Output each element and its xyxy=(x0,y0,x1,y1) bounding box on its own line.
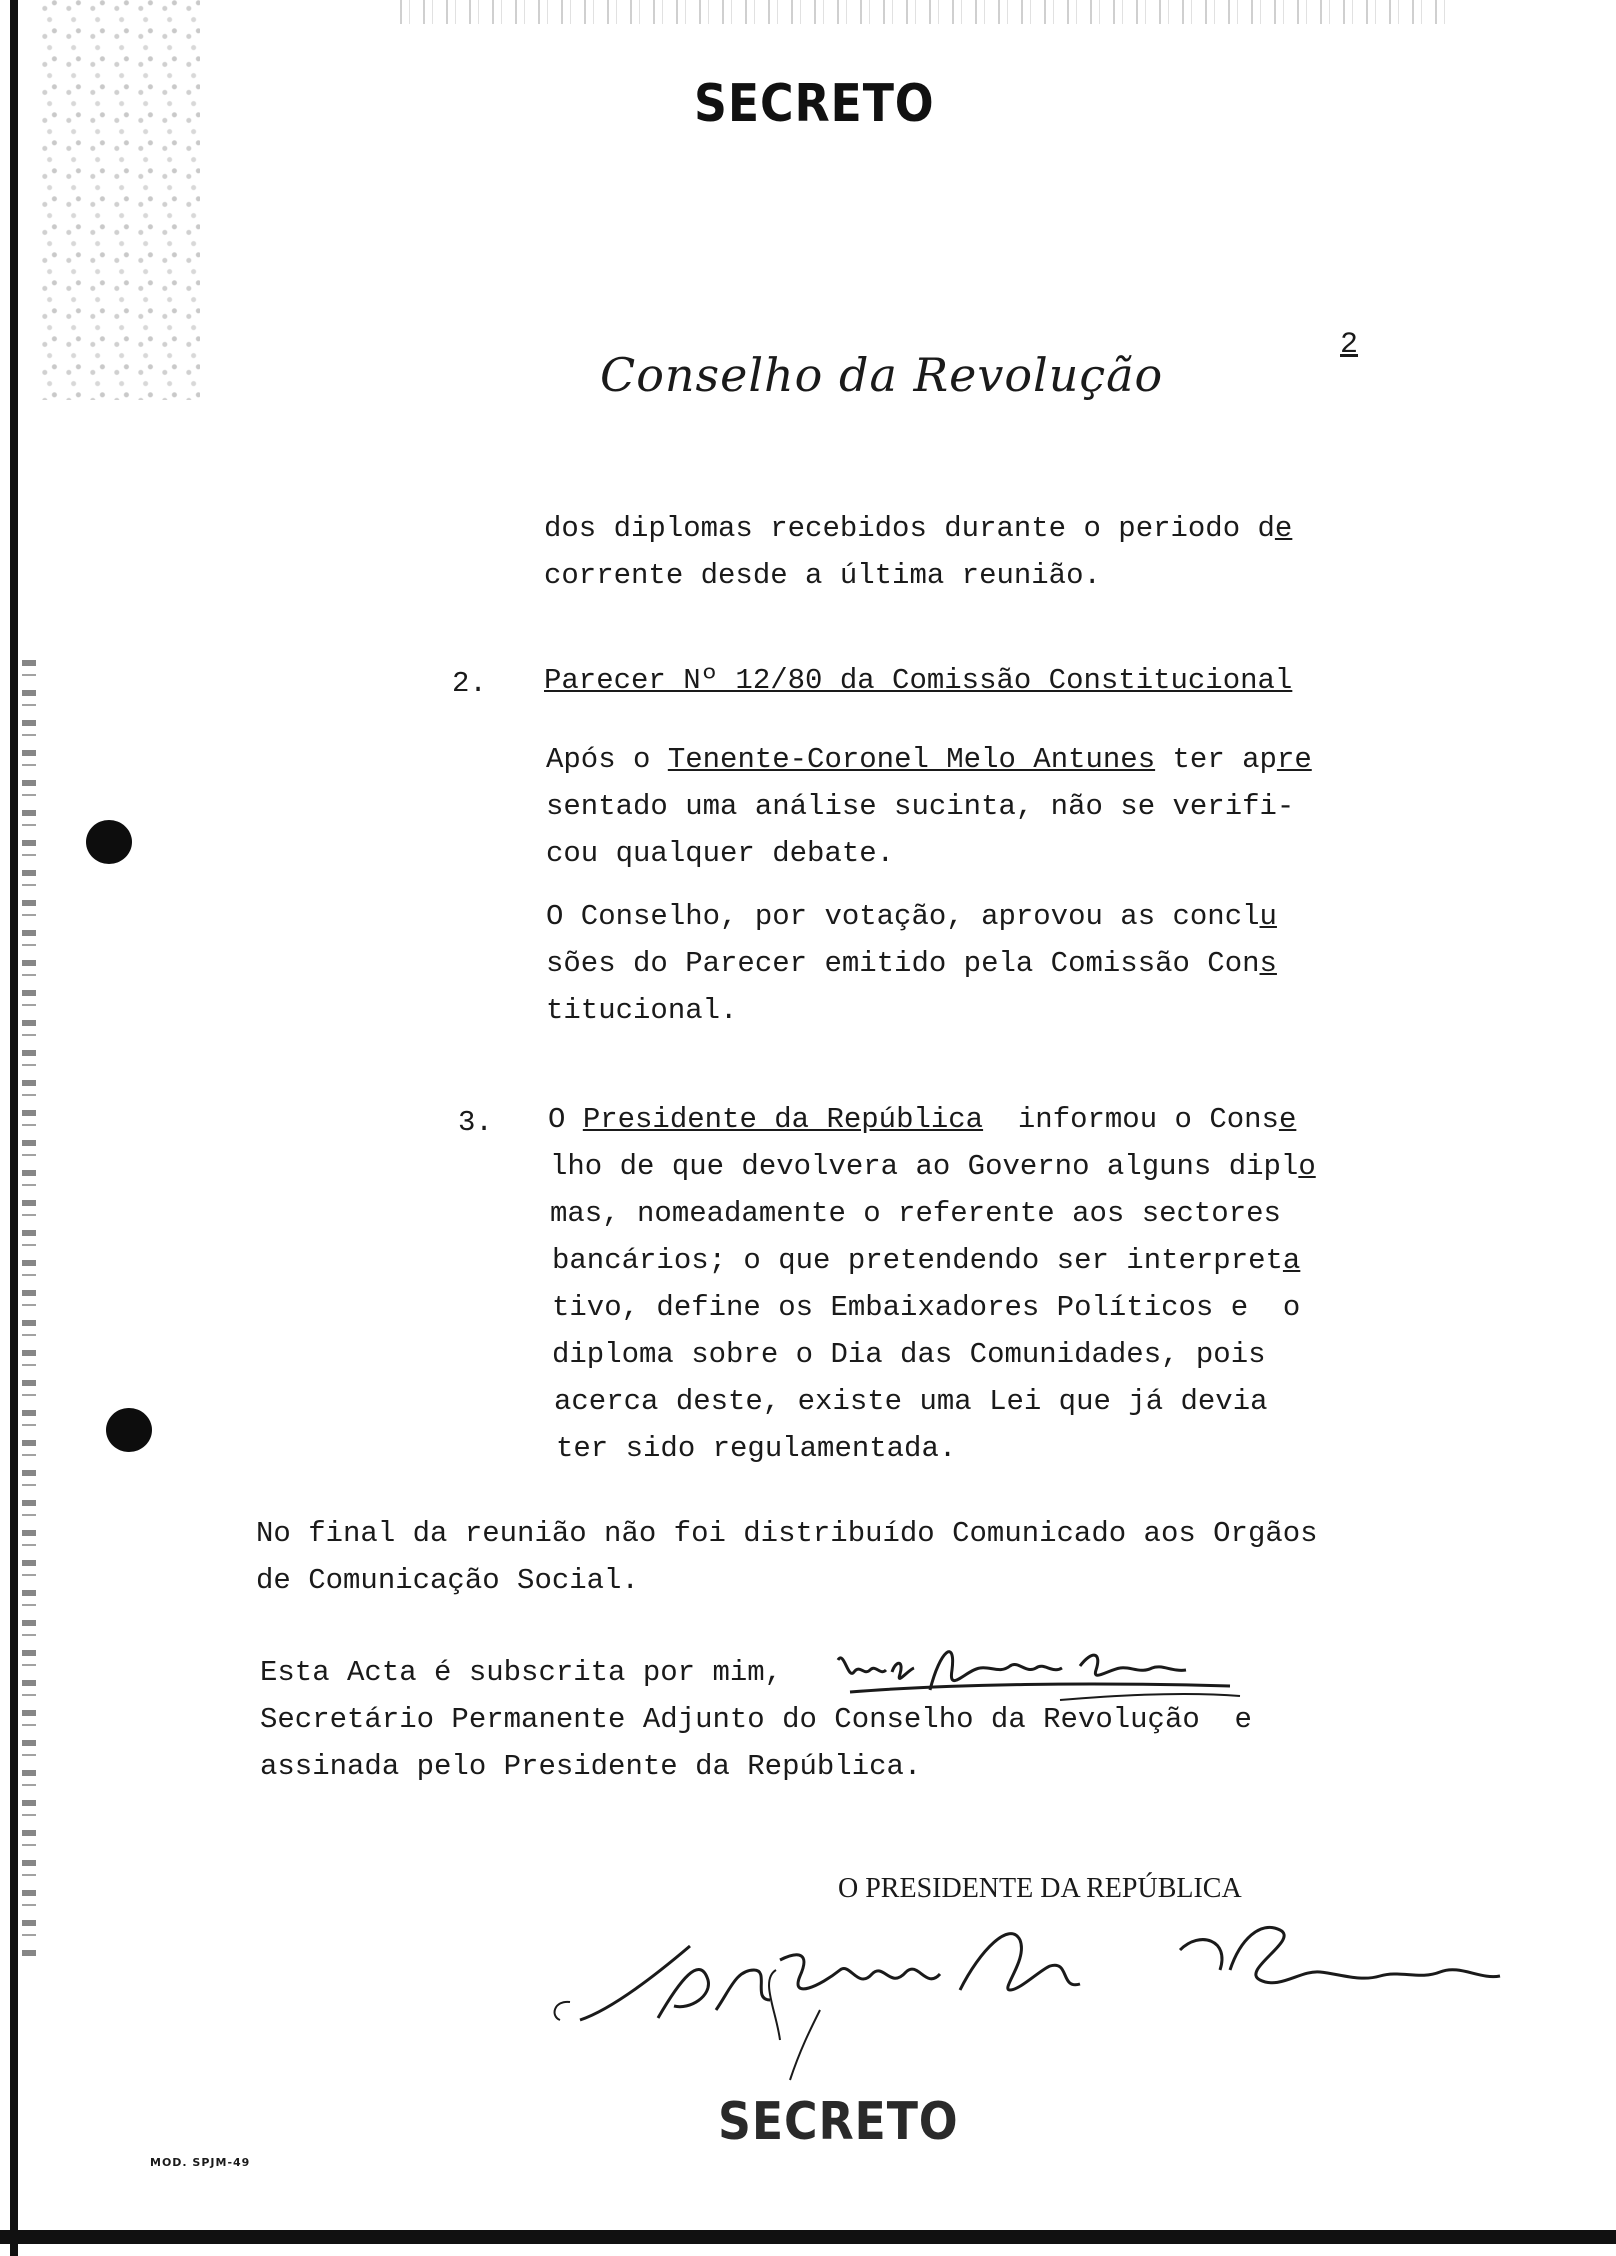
president-label: O PRESIDENTE DA REPÚBLICA xyxy=(838,1873,1242,1904)
scan-noise-left xyxy=(40,0,200,400)
scan-edge-bottom xyxy=(0,2230,1616,2244)
item-2-para-1-line-3: cou qualquer debate. xyxy=(546,837,895,870)
item-2-heading: Parecer Nº 12/80 da Comissão Constitucional xyxy=(544,664,1293,697)
item-3-line-6: diploma sobre o Dia das Comunidades, pois xyxy=(552,1338,1266,1371)
item-2-para-1-line-1: Após o Tenente-Coronel Melo Antunes ter apre xyxy=(546,743,1312,776)
signoff-line-2: Secretário Permanente Adjunto do Conselho da Revolução e xyxy=(260,1703,1252,1736)
signoff-line-3: assinada pelo Presidente da República. xyxy=(260,1750,922,1783)
closing-line-2: de Comunicação Social. xyxy=(256,1564,639,1597)
classification-stamp-top: SECRETO xyxy=(694,74,935,134)
closing-line-1: No final da reunião não foi distribuído Comunicado aos Orgãos xyxy=(256,1517,1318,1550)
item-2-para-2-line-3: titucional. xyxy=(546,994,738,1027)
scan-binding-marks xyxy=(22,660,36,1960)
intro-line-2: corrente desde a última reunião. xyxy=(544,559,1101,592)
punch-hole-lower xyxy=(106,1408,152,1452)
scan-edge-left xyxy=(10,0,18,2256)
form-code: MOD. SPJM-49 xyxy=(150,2156,251,2169)
item-2-para-2-line-2: sões do Parecer emitido pela Comissão Cons xyxy=(546,947,1277,980)
classification-stamp-bottom: SECRETO xyxy=(718,2092,959,2152)
item-3-line-4: bancários; o que pretendendo ser interpreta xyxy=(552,1244,1301,1277)
item-2-para-1-line-2: sentado uma análise sucinta, não se verifi- xyxy=(546,790,1295,823)
item-3-line-2: lho de que devolvera ao Governo alguns diplo xyxy=(550,1150,1316,1183)
item-3-line-3: mas, nomeadamente o referente aos sectores xyxy=(550,1197,1281,1230)
item-3-line-8: ter sido regulamentada. xyxy=(556,1432,957,1465)
president-signature xyxy=(540,1910,1510,2090)
letterhead: Conselho da Revolução xyxy=(600,348,1164,402)
punch-hole-upper xyxy=(86,820,132,864)
secretary-signature xyxy=(830,1630,1250,1710)
item-2-para-2-line-1: O Conselho, por votação, aprovou as conclu xyxy=(546,900,1277,933)
intro-line-1: dos diplomas recebidos durante o periodo de xyxy=(544,512,1293,545)
item-3-number: 3. xyxy=(458,1106,493,1139)
item-3-line-7: acerca deste, existe uma Lei que já devia xyxy=(554,1385,1268,1418)
scan-noise-top xyxy=(400,0,1450,24)
item-2-number: 2. xyxy=(452,667,487,700)
page-number: 2 xyxy=(1340,328,1359,362)
item-3-line-5: tivo, define os Embaixadores Políticos e o xyxy=(552,1291,1301,1324)
item-3-line-1: O Presidente da República informou o Conse xyxy=(548,1103,1297,1136)
signoff-line-1: Esta Acta é subscrita por mim, xyxy=(260,1656,783,1689)
